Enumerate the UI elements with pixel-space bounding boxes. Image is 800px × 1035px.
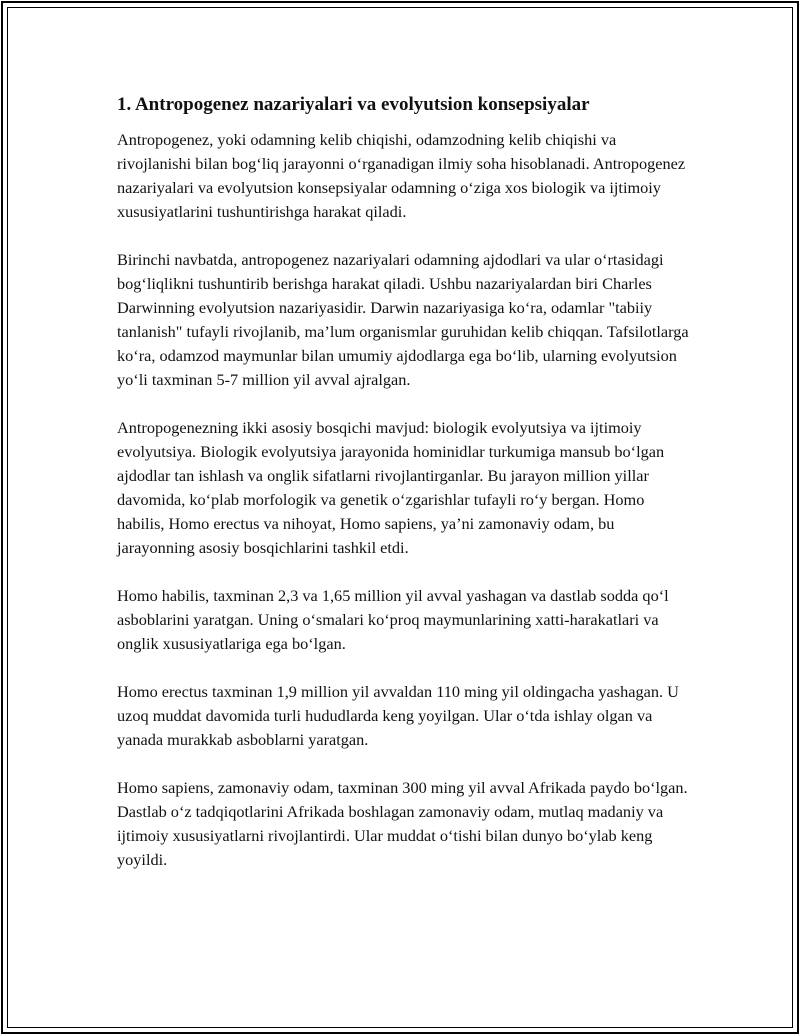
paragraph-darwin-theory: Birinchi navbatda, antropogenez nazariyalari odamning ajdodlari va ular o‘rtasidagi bog‘liqlikni tushuntirib berishga harakat qiladi. Ushbu nazariyalardan biri Charles Darwinning evolyutsion nazariyasidir. Darwin nazariyasiga ko‘ra, odamlar "tabiiy tanlanish" tufayli rivojlanib, ma’lum organismlar guruhidan kelib chiqqan. Tafsilotlarga ko‘ra, odamzod maymunlar bilan umumiy ajdodlarga ega bo‘lib, ularning evolyutsion yo‘li taxminan 5-7 million yil avval ajralgan. bbox=[117, 250, 689, 389]
paragraph-evolution-stages: Antropogenezning ikki asosiy bosqichi mavjud: biologik evolyutsiya va ijtimoiy evolyutsiya. Biologik evolyutsiya jarayonida hominidlar turkumiga mansub bo‘lgan ajdodlar tan ishlash va onglik sifatlarni rivojlantirganlar. Bu jarayon million yillar davomida, ko‘plab morfologik va genetik o‘zgarishlar tufayli ro‘y bergan. Homo habilis, Homo erectus va nihoyat, Homo sapiens, ya’ni zamonaviy odam, bu jarayonning asosiy bosqichlarini tashkil etdi. bbox=[117, 418, 665, 557]
paragraph-homo-erectus: Homo erectus taxminan 1,9 million yil avvaldan 110 ming yil oldingacha yashagan. U uzoq muddat davomida turli hududlarda keng yoyilgan. Ular o‘tda ishlay olgan va yanada murakkab asboblarni yaratgan. bbox=[117, 682, 679, 749]
paragraph-intro: Antropogenez, yoki odamning kelib chiqishi, odamzodning kelib chiqishi va rivojlanishi bilan bog‘liq jarayonni o‘rganadigan ilmiy soha hisoblanadi. Antropogenez nazariyalari va evolyutsion konsepsiyalar odamning o‘ziga xos biologik va ijtimoiy xususiyatlarini tushuntirishga harakat qiladi. bbox=[117, 130, 686, 221]
paragraph-homo-sapiens: Homo sapiens, zamonaviy odam, taxminan 300 ming yil avval Afrikada paydo bo‘lgan. Dastlab o‘z tadqiqotlarini Afrikada boshlagan zamonaviy odam, mutlaq madaniy va ijtimoiy xususiyatlarni rivojlantirdi. Ular muddat o‘tishi bilan dunyo bo‘ylab keng yoyildi. bbox=[117, 778, 688, 869]
paragraph-homo-habilis: Homo habilis, taxminan 2,3 va 1,65 million yil avval yashagan va dastlab sodda qo‘l asboblarini yaratgan. Uning o‘smalari ko‘proq maymunlarining xatti-harakatlari va onglik xususiyatlariga ega bo‘lgan. bbox=[117, 586, 669, 653]
document-body bbox=[117, 92, 693, 896]
section-heading: 1. Antropogenez nazariyalari va evolyutsion konsepsiyalar bbox=[117, 94, 590, 115]
